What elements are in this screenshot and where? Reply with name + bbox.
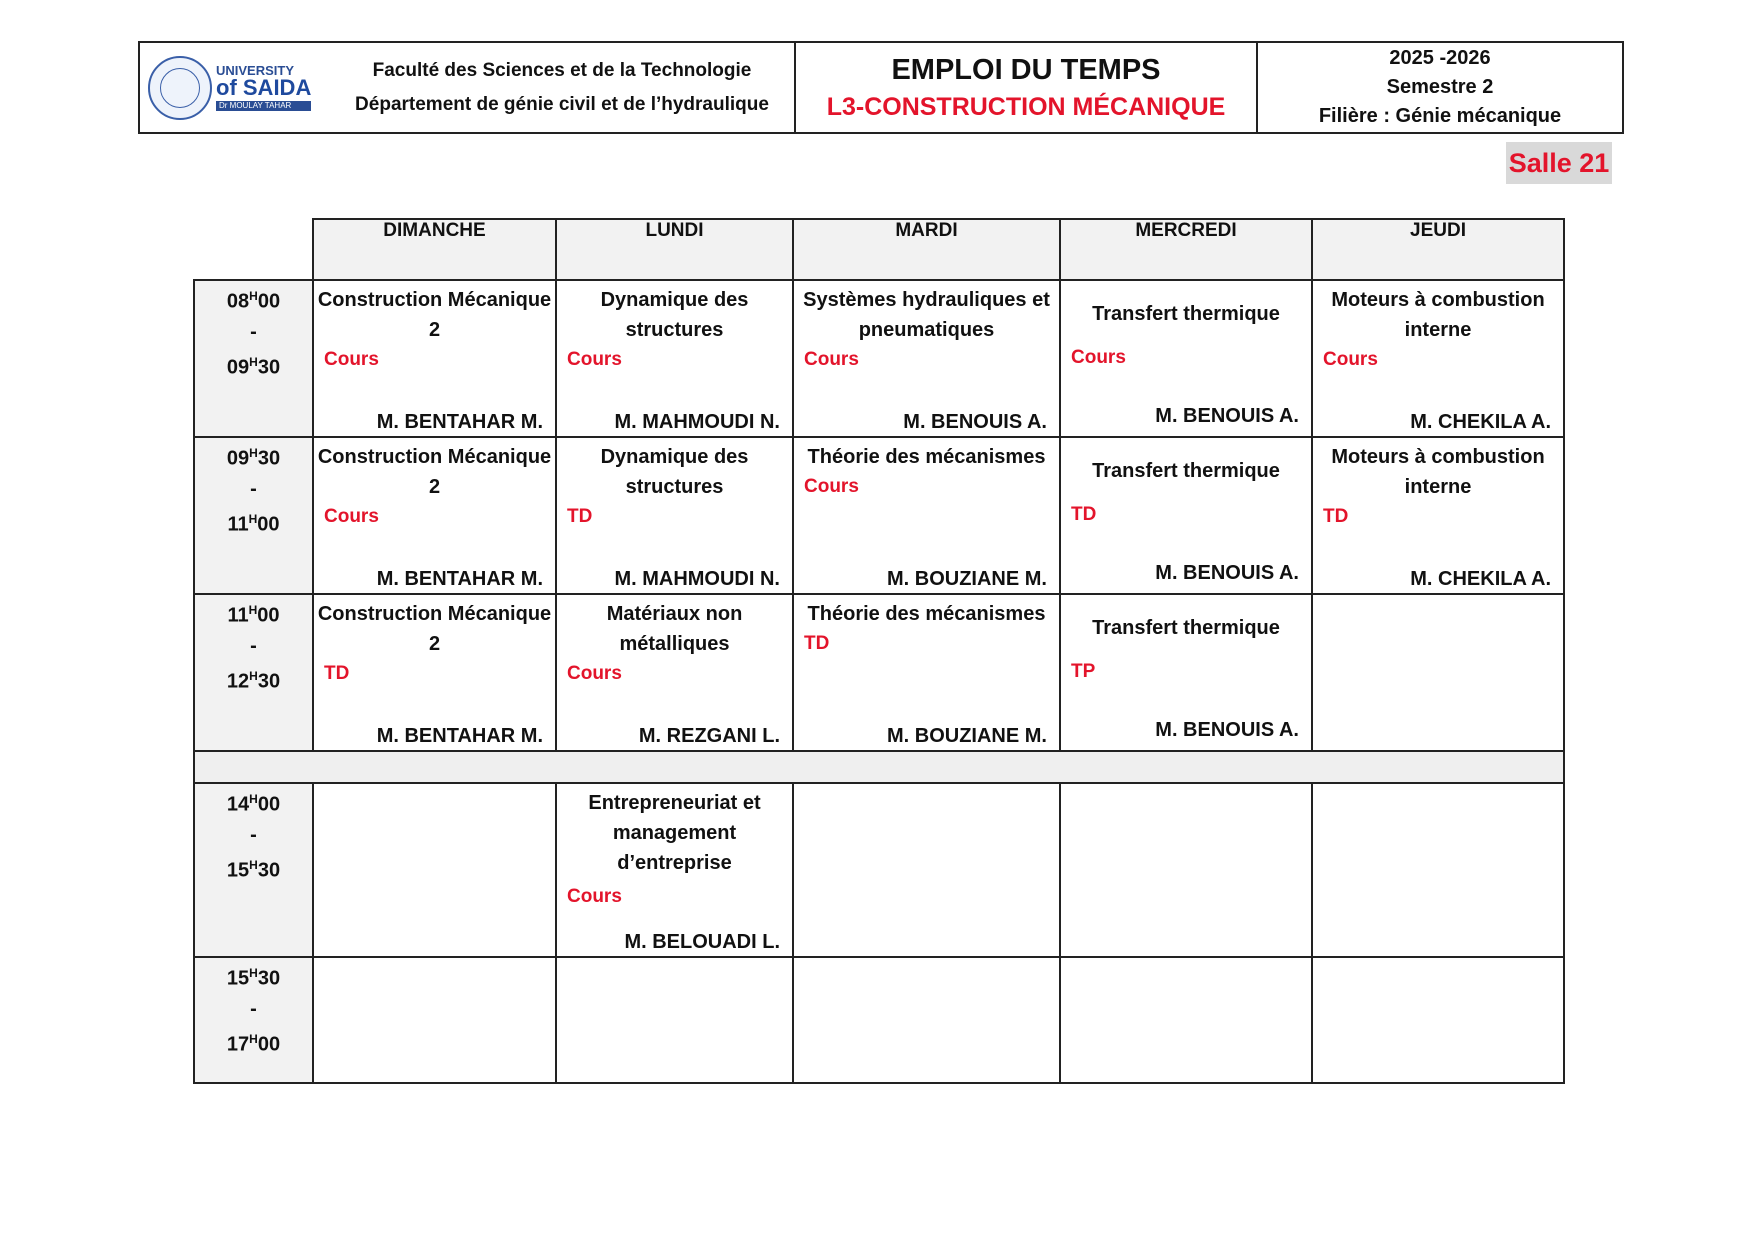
course-type: TD xyxy=(804,633,830,654)
instructor-name: M. REZGANI L. xyxy=(638,725,780,747)
schedule-cell xyxy=(1312,437,1564,594)
start-hour: 15 xyxy=(226,967,250,990)
instructor-name: M. CHEKILA A. xyxy=(1410,411,1551,433)
lunch-break-row xyxy=(194,751,1564,783)
course-type: Cours xyxy=(567,349,622,370)
period-block xyxy=(1258,43,1622,132)
course-subject: Transfert thermique xyxy=(1092,303,1280,325)
instructor-name: M. MAHMOUDI N. xyxy=(614,568,780,590)
end-minute: 30 xyxy=(257,859,281,882)
day-header: DIMANCHE xyxy=(313,219,556,280)
course-type: TD xyxy=(324,663,350,684)
course-subject: Matériaux non métalliques xyxy=(606,603,743,655)
course-subject: Moteurs à combustion interne xyxy=(1331,289,1545,341)
day-header-row xyxy=(194,219,1564,280)
schedule-cell xyxy=(1312,594,1564,751)
course-subject: Théorie des mécanismes xyxy=(807,603,1046,625)
course-subject: Construction Mécanique 2 xyxy=(317,603,552,655)
schedule-cell xyxy=(1060,280,1312,437)
instructor-name: M. BENOUIS A. xyxy=(1155,719,1299,741)
course-type: TD xyxy=(567,506,593,527)
schedule-cell xyxy=(1060,783,1312,957)
academic-year: 2025 -2026 xyxy=(1389,47,1491,69)
institution-block xyxy=(140,43,796,132)
end-hour: 17 xyxy=(226,1033,250,1056)
schedule-cell xyxy=(793,783,1060,957)
schedule-cell xyxy=(556,594,793,751)
start-hour: 09 xyxy=(226,447,250,470)
schedule-cell xyxy=(793,957,1060,1083)
course-subject: Systèmes hydrauliques et pneumatiques xyxy=(803,289,1050,341)
day-header: MARDI xyxy=(793,219,1060,280)
schedule-cell xyxy=(1060,437,1312,594)
course-type: Cours xyxy=(1071,347,1126,368)
schedule-cell xyxy=(793,437,1060,594)
schedule-cell xyxy=(1060,957,1312,1083)
end-hour: 11 xyxy=(227,513,249,536)
time-slot-label: $09^H30$ - $11^H00$ xyxy=(194,437,313,594)
course-type: Cours xyxy=(324,349,379,370)
course-type: Cours xyxy=(1323,349,1378,370)
day-header: LUNDI xyxy=(556,219,793,280)
schedule-cell xyxy=(1312,957,1564,1083)
university-seal-icon xyxy=(148,56,212,120)
course-subject: Dynamique des structures xyxy=(600,289,749,341)
end-minute: 30 xyxy=(257,356,281,379)
instructor-name: M. BENOUIS A. xyxy=(903,411,1047,433)
course-subject: Moteurs à combustion interne xyxy=(1331,446,1545,498)
start-hour: 11 xyxy=(227,604,249,627)
schedule-cell xyxy=(793,594,1060,751)
course-type: Cours xyxy=(567,663,622,684)
schedule-cell xyxy=(793,280,1060,437)
room-badge: Salle 21 xyxy=(1506,142,1612,184)
schedule-cell xyxy=(313,594,556,751)
end-minute: 00 xyxy=(257,513,280,536)
time-slot-row xyxy=(194,783,1564,957)
document-title: EMPLOI DU TEMPS xyxy=(891,53,1161,86)
instructor-name: M. BOUZIANE M. xyxy=(887,725,1047,747)
instructor-name: M. BENTAHAR M. xyxy=(376,411,543,433)
start-hour: 08 xyxy=(226,290,250,313)
instructor-name: M. BENTAHAR M. xyxy=(376,568,543,590)
instructor-name: M. MAHMOUDI N. xyxy=(614,411,780,433)
start-minute: 00 xyxy=(257,290,281,313)
course-subject: Théorie des mécanismes xyxy=(807,446,1046,468)
department-name: Département de génie civil et de l’hydraulique xyxy=(355,93,769,115)
day-header: MERCREDI xyxy=(1060,219,1312,280)
instructor-name: M. CHEKILA A. xyxy=(1410,568,1551,590)
schedule-cell xyxy=(1312,783,1564,957)
schedule-cell xyxy=(556,957,793,1083)
time-slot-label: $14^H00$ - $15^H30$ xyxy=(194,783,313,957)
time-slot-row xyxy=(194,437,1564,594)
start-minute: 30 xyxy=(257,447,281,470)
time-slot-label: $11^H00$ - $12^H30$ xyxy=(194,594,313,751)
start-minute: 00 xyxy=(257,793,281,816)
course-subject: Dynamique des structures xyxy=(600,446,749,498)
time-slot-row xyxy=(194,957,1564,1083)
course-type: Cours xyxy=(567,886,622,907)
start-minute: 00 xyxy=(257,604,280,627)
course-type: Cours xyxy=(324,506,379,527)
start-minute: 30 xyxy=(257,967,281,990)
course-subject: Transfert thermique xyxy=(1092,617,1280,639)
course-subject: Entrepreneuriat et management d’entreprise xyxy=(588,792,761,874)
instructor-name: M. BENOUIS A. xyxy=(1155,405,1299,427)
class-name: L3-CONSTRUCTION MÉCANIQUE xyxy=(826,92,1226,121)
schedule-cell xyxy=(556,280,793,437)
start-hour: 14 xyxy=(226,793,250,816)
course-type: Cours xyxy=(804,476,859,497)
end-minute: 00 xyxy=(257,1033,281,1056)
schedule-cell xyxy=(313,957,556,1083)
faculty-name: Faculté des Sciences et de la Technologie xyxy=(372,59,752,81)
end-hour: 12 xyxy=(226,670,250,693)
time-slot-label: $15^H30$ - $17^H00$ xyxy=(194,957,313,1083)
timetable xyxy=(193,218,1565,1084)
schedule-cell xyxy=(313,783,556,957)
lunch-break-cell xyxy=(194,751,1564,783)
schedule-cell xyxy=(556,437,793,594)
schedule-cell xyxy=(1060,594,1312,751)
instructor-name: M. BENTAHAR M. xyxy=(376,725,543,747)
logo-line2: of SAIDA xyxy=(216,75,312,100)
filiere: Filière : Génie mécanique xyxy=(1318,105,1562,127)
end-hour: 15 xyxy=(226,859,250,882)
schedule-cell xyxy=(556,783,793,957)
time-slot-label: $08^H00$ - $09^H30$ xyxy=(194,280,313,437)
course-type: TP xyxy=(1071,661,1096,682)
time-slot-row xyxy=(194,280,1564,437)
logo-line1: UNIVERSITY xyxy=(216,63,295,78)
end-hour: 09 xyxy=(226,356,250,379)
instructor-name: M. BELOUADI L. xyxy=(624,931,780,953)
schedule-cell xyxy=(313,437,556,594)
course-type: Cours xyxy=(804,349,859,370)
logo-line3: Dr MOULAY TAHAR xyxy=(216,101,311,111)
schedule-cell xyxy=(313,280,556,437)
title-block xyxy=(796,43,1258,132)
university-logo xyxy=(148,49,330,127)
time-slot-row xyxy=(194,594,1564,751)
semester: Semestre 2 xyxy=(1386,76,1494,98)
course-type: TD xyxy=(1071,504,1097,525)
instructor-name: M. BOUZIANE M. xyxy=(887,568,1047,590)
end-minute: 30 xyxy=(257,670,281,693)
instructor-name: M. BENOUIS A. xyxy=(1155,562,1299,584)
course-type: TD xyxy=(1323,506,1349,527)
course-subject: Transfert thermique xyxy=(1092,460,1280,482)
document-header xyxy=(138,41,1624,134)
schedule-cell xyxy=(1312,280,1564,437)
day-header: JEUDI xyxy=(1312,219,1564,280)
course-subject: Construction Mécanique 2 xyxy=(317,289,552,341)
course-subject: Construction Mécanique 2 xyxy=(317,446,552,498)
